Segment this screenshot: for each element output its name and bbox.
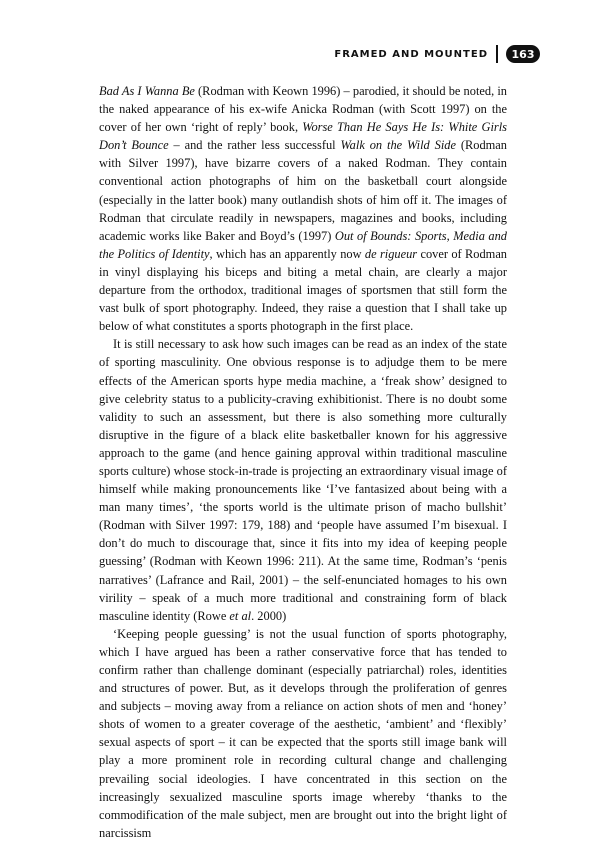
running-title: FRAMED AND MOUNTED bbox=[334, 48, 488, 60]
paragraph bbox=[99, 335, 507, 625]
paragraph bbox=[99, 82, 507, 335]
text-run: (Rodman with Keown 1996) – parodied, it should be noted, in the naked appearance of his ex-wife Anicka Rodman (with Scott 1997) on the cover of her own ‘right of reply’ book, bbox=[99, 84, 507, 135]
body-text bbox=[99, 82, 507, 842]
italic-text: Out of Bounds: Sports, Media and the Politics of Identity bbox=[99, 228, 507, 261]
italic-text: Bad As I Wanna Be bbox=[99, 84, 195, 98]
header-divider bbox=[496, 45, 498, 63]
text-run: – and the rather less successful bbox=[168, 138, 341, 153]
page-number-badge: 163 bbox=[506, 45, 540, 63]
italic-text: et al bbox=[229, 608, 252, 623]
italic-text: Worse Than He Says He Is: White Girls Don’t Bounce bbox=[99, 120, 507, 153]
italic-text: de rigueur bbox=[364, 246, 418, 261]
italic-text: Walk on the Wild Side bbox=[340, 138, 456, 153]
text-run: , which has an apparently now bbox=[209, 246, 365, 261]
running-head bbox=[334, 45, 540, 63]
text-run: . 2000) bbox=[251, 608, 287, 623]
paragraph bbox=[99, 625, 507, 842]
text-run: cover of Rodman in vinyl displaying his biceps and biting a metal chain, are clearly a major departure from the orthodox, traditional images of sportsmen that still form the vast bulk of sport photography. Indeed, they raise a question that I shall take up below of what constitutes a sports photograph in the first place. bbox=[99, 246, 508, 334]
text-run: It is still necessary to ask how such images can be read as an index of the state of sporting masculinity. One obvious response is to adjudge them to be mere effects of the American sports hype media machine, a ‘freak show’ designed to give celebrity status to a publicity-craving exhibitionist. There is no doubt some validity to such an assessment, but there is also something more culturally disruptive in the figure of a black elite basketballer known for his aggressive approach to the game (and hence gaining approval within traditional masculine sports culture) whose stock-in-trade is projecting an extraordinary visual image of himself while making pronouncements like ‘I’ve fantasized about being with a man many times’, ‘the sports world is the ultimate prison of macho bullshit’ (Rodman with Silver 1997: 179, 188) and ‘people have assumed I’m bisexual. I don’t do much to discourage that, since it fits into my idea of keeping people guessing’ (Rodman with Keown 1996: 211). At the same time, Rodman’s ‘penis narratives’ (Lafrance and Rail, 2001) – the self-enunciated homages to his own virility – speak of a much more traditional and constraining form of black masculine identity (Rowe bbox=[99, 337, 507, 623]
text-run: ‘Keeping people guessing’ is not the usual function of sports photography, which I have argued has been a rather conservative force that has tended to confirm rather than challenge dominant (especially patriarchal) roles, identities and structures of power. But, as it develops through the proliferation of genres and subjects – moving away from a reliance on action shots of men and ‘honey’ shots of women to a greater coverage of the aesthetic, ‘ambient’ and ‘flexibly’ sexual aspects of sport – it can be expected that the sports still image bank will play a more prominent role in recording cultural change and challenging prevailing social ideologies. I have concentrated in this section on the increasingly sexualized masculine sports image whereby ‘thanks to the commodification of the male subject, men are brought out into the bright light of narcissism bbox=[99, 626, 507, 840]
text-run: (Rodman with Silver 1997), have bizarre covers of a naked Rodman. They contain conventional action photographs of him on the basketball court alongside (especially in the latter book) many outlandish shots of him off it. The images of Rodman that circulate readily in newspapers, magazines and books, including academic works like Baker and Boyd’s (1997) bbox=[99, 138, 507, 243]
